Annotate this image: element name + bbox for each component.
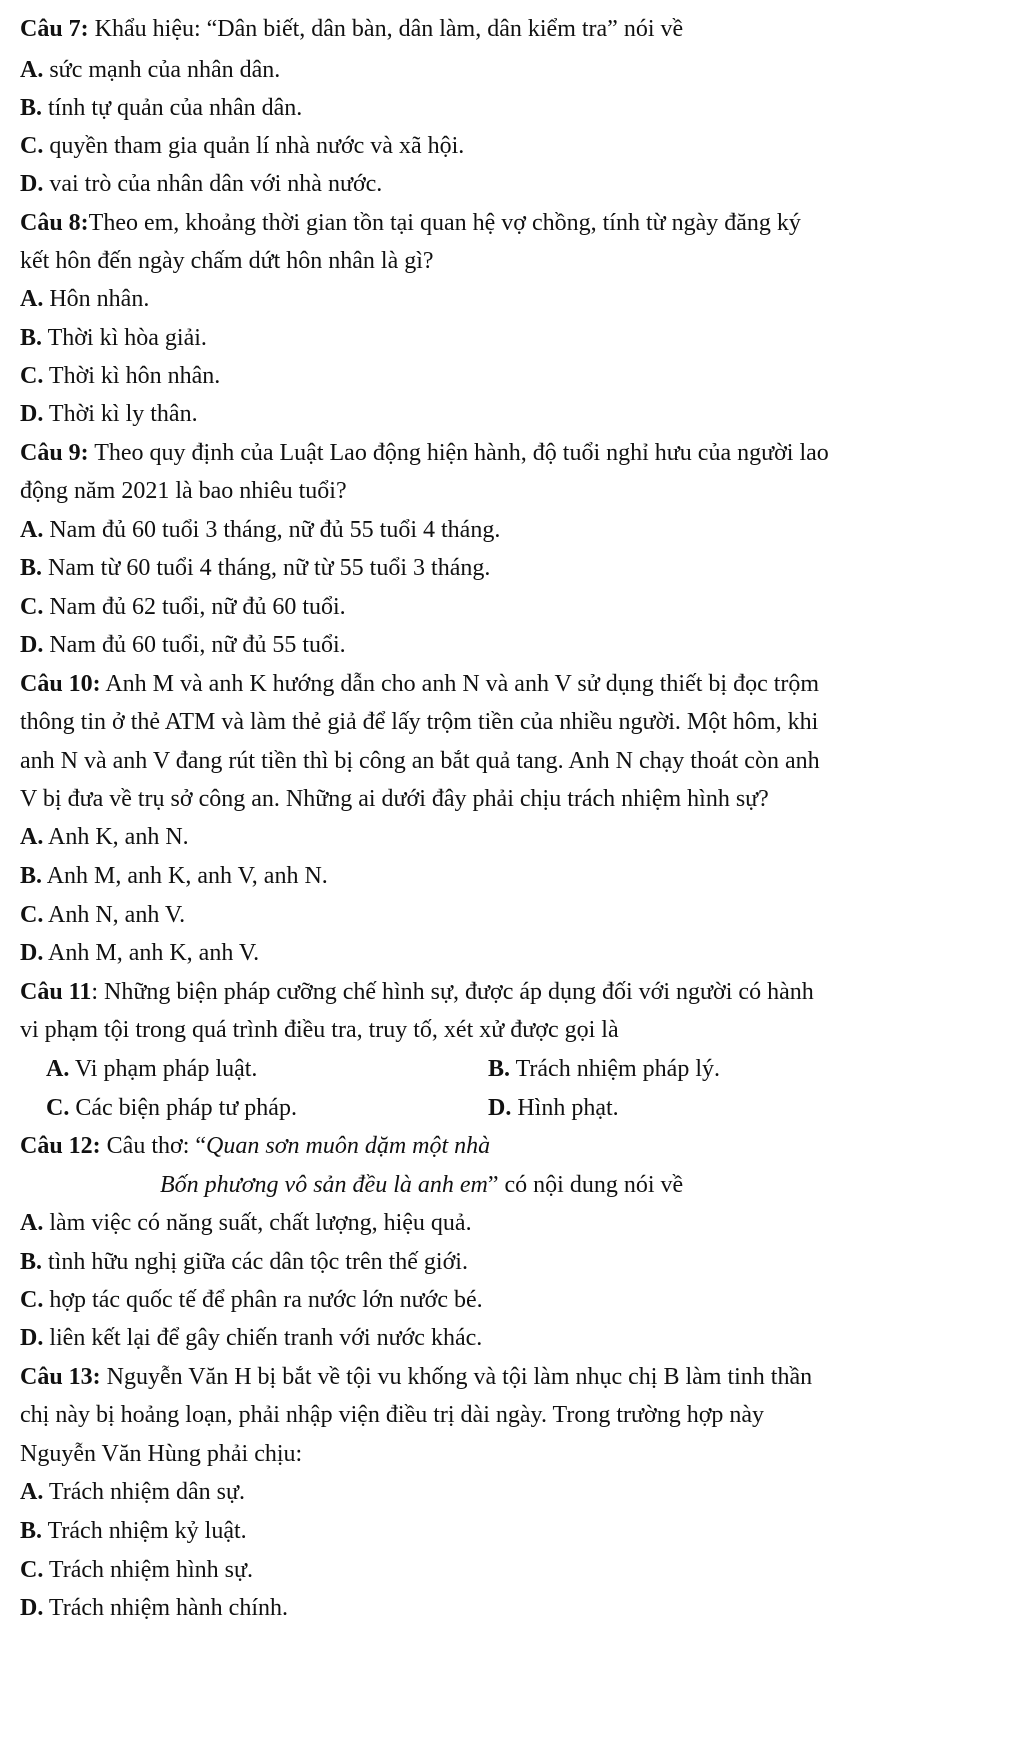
option-key: B.: [20, 863, 43, 889]
option-text: Nam đủ 62 tuổi, nữ đủ 60 tuổi.: [43, 594, 346, 620]
q10-stem-line2: thông tin ở thẻ ATM và làm thẻ giả để lấy trộm tiền của nhiều người. Một hôm, khi: [20, 709, 819, 735]
option-text: Nam đủ 60 tuổi 3 tháng, nữ đủ 55 tuổi 4 tháng.: [43, 517, 501, 543]
option-text: sức mạnh của nhân dân.: [43, 57, 281, 83]
q8-option-d: [20, 399, 198, 429]
q8-label: Câu 8:: [20, 210, 89, 236]
q13-stem-line3: Nguyễn Văn Hùng phải chịu:: [20, 1441, 303, 1467]
option-key: A.: [20, 1210, 44, 1236]
option-key: D.: [20, 940, 44, 966]
q10-stem-line3: anh N và anh V đang rút tiền thì bị công an bắt quả tang. Anh N chạy thoát còn anh: [20, 748, 820, 774]
q10-stem-line1: [20, 669, 819, 699]
option-text: Trách nhiệm hình sự.: [43, 1557, 254, 1583]
option-text: Anh K, anh N.: [43, 824, 189, 850]
option-text: vai trò của nhân dân với nhà nước.: [43, 171, 383, 197]
option-key: A.: [20, 1479, 44, 1505]
q13-option-b: [20, 1516, 247, 1546]
option-key: A.: [20, 824, 44, 850]
option-key: D.: [20, 1325, 44, 1351]
option-key: C.: [20, 594, 44, 620]
option-text: Trách nhiệm pháp lý.: [510, 1056, 721, 1082]
q12-text: Câu thơ: “: [100, 1133, 207, 1159]
q9-text: Theo quy định của Luật Lao động hiện hành, độ tuổi nghỉ hưu của người lao: [88, 440, 829, 466]
option-key: B.: [20, 1518, 43, 1544]
option-key: A.: [46, 1056, 70, 1082]
option-key: B.: [20, 1249, 43, 1275]
option-key: D.: [20, 171, 44, 197]
q10-label: Câu 10:: [20, 671, 101, 697]
option-text: tình hữu nghị giữa các dân tộc trên thế giới.: [42, 1249, 468, 1275]
q11-option-b: [488, 1054, 720, 1084]
q12-option-b: [20, 1247, 468, 1277]
q10-option-a: [20, 822, 189, 852]
q11-option-d: [488, 1093, 619, 1123]
q12-stem-line2: [160, 1170, 683, 1200]
option-key: C.: [20, 902, 44, 928]
option-text: quyền tham gia quản lí nhà nước và xã hội.: [43, 133, 465, 159]
option-key: B.: [20, 95, 43, 121]
q13-option-a: [20, 1477, 245, 1507]
q8-stem-line1: [20, 208, 801, 238]
q9-option-b: [20, 553, 490, 583]
q8-option-c: [20, 361, 220, 391]
option-key: C.: [20, 133, 44, 159]
q10-stem-line4: V bị đưa về trụ sở công an. Những ai dưới đây phải chịu trách nhiệm hình sự?: [20, 786, 769, 812]
option-key: C.: [20, 1287, 44, 1313]
q13-text: Nguyễn Văn H bị bắt về tội vu khống và tội làm nhục chị B làm tinh thần: [100, 1364, 813, 1390]
option-key: B.: [20, 555, 43, 581]
option-text: Nam đủ 60 tuổi, nữ đủ 55 tuổi.: [43, 632, 346, 658]
q13-option-d: [20, 1593, 288, 1623]
q12-stem-line1: [20, 1131, 490, 1161]
option-key: D.: [488, 1095, 512, 1121]
q12-option-d: [20, 1323, 482, 1353]
option-key: A.: [20, 57, 44, 83]
option-key: C.: [20, 1557, 44, 1583]
q8-stem-line2: kết hôn đến ngày chấm dứt hôn nhân là gì?: [20, 248, 434, 274]
q11-stem-line2: vi phạm tội trong quá trình điều tra, truy tố, xét xử được gọi là: [20, 1017, 619, 1043]
q7-option-d: [20, 169, 382, 199]
q11-text: : Những biện pháp cưỡng chế hình sự, được áp dụng đối với người có hành: [91, 979, 814, 1005]
option-text: Hôn nhân.: [43, 286, 150, 312]
q12-suffix: ” có nội dung nói về: [487, 1172, 684, 1198]
q12-option-c: [20, 1285, 483, 1315]
q10-option-b: [20, 861, 328, 891]
option-text: Vi phạm pháp luật.: [69, 1056, 258, 1082]
option-key: C.: [20, 363, 44, 389]
q7-option-a: [20, 55, 280, 85]
q7-label: Câu 7:: [20, 16, 89, 42]
option-text: Thời kì ly thân.: [43, 401, 198, 427]
q10-option-d: [20, 938, 259, 968]
q9-option-d: [20, 630, 346, 660]
option-text: liên kết lại để gây chiến tranh với nước khác.: [43, 1325, 483, 1351]
option-key: D.: [20, 1595, 44, 1621]
q7-text: Khẩu hiệu: “Dân biết, dân bàn, dân làm, dân kiểm tra” nói về: [88, 16, 684, 42]
option-key: C.: [46, 1095, 70, 1121]
option-text: Trách nhiệm hành chính.: [43, 1595, 288, 1621]
q13-stem-line1: [20, 1362, 812, 1392]
option-text: Các biện pháp tư pháp.: [69, 1095, 297, 1121]
q9-option-c: [20, 592, 346, 622]
q11-stem-line1: [20, 977, 814, 1007]
q12-option-a: [20, 1208, 472, 1238]
q12-poem-line1: Quan sơn muôn dặm một nhà: [206, 1133, 491, 1159]
option-text: Nam từ 60 tuổi 4 tháng, nữ từ 55 tuổi 3 tháng.: [42, 555, 491, 581]
option-text: Thời kì hôn nhân.: [43, 363, 221, 389]
option-key: D.: [20, 632, 44, 658]
q7-option-b: [20, 93, 302, 123]
q9-option-a: [20, 515, 500, 545]
option-text: hợp tác quốc tế để phân ra nước lớn nước bé.: [43, 1287, 483, 1313]
option-key: A.: [20, 517, 44, 543]
option-text: Thời kì hòa giải.: [42, 325, 207, 351]
q11-option-a: [46, 1054, 257, 1084]
q7-option-c: [20, 131, 464, 161]
option-text: Anh M, anh K, anh V, anh N.: [42, 863, 328, 889]
option-key: B.: [20, 325, 43, 351]
option-text: Anh N, anh V.: [43, 902, 186, 928]
q8-option-a: [20, 284, 149, 314]
q13-option-c: [20, 1555, 253, 1585]
option-text: tính tự quản của nhân dân.: [42, 95, 303, 121]
q9-stem-line2: động năm 2021 là bao nhiêu tuổi?: [20, 478, 347, 504]
q8-text: Theo em, khoảng thời gian tồn tại quan hệ vợ chồng, tính từ ngày đăng ký: [88, 210, 801, 236]
option-key: D.: [20, 401, 44, 427]
q11-label: Câu 11: [20, 979, 92, 1005]
q8-option-b: [20, 323, 207, 353]
option-key: A.: [20, 286, 44, 312]
option-text: làm việc có năng suất, chất lượng, hiệu quả.: [43, 1210, 472, 1236]
q13-stem-line2: chị này bị hoảng loạn, phải nhập viện điều trị dài ngày. Trong trường hợp này: [20, 1402, 765, 1428]
option-key: B.: [488, 1056, 511, 1082]
q9-stem-line1: [20, 438, 829, 468]
q11-option-c: [46, 1093, 297, 1123]
q7-stem: [20, 14, 683, 44]
option-text: Trách nhiệm dân sự.: [43, 1479, 246, 1505]
option-text: Trách nhiệm kỷ luật.: [42, 1518, 247, 1544]
q12-label: Câu 12:: [20, 1133, 101, 1159]
q10-text: Anh M và anh K hướng dẫn cho anh N và anh V sử dụng thiết bị đọc trộm: [100, 671, 820, 697]
q12-poem-line2: Bốn phương vô sản đều là anh em: [160, 1172, 488, 1198]
q13-label: Câu 13:: [20, 1364, 101, 1390]
option-text: Hình phạt.: [511, 1095, 619, 1121]
q9-label: Câu 9:: [20, 440, 89, 466]
q10-option-c: [20, 900, 185, 930]
option-text: Anh M, anh K, anh V.: [43, 940, 260, 966]
